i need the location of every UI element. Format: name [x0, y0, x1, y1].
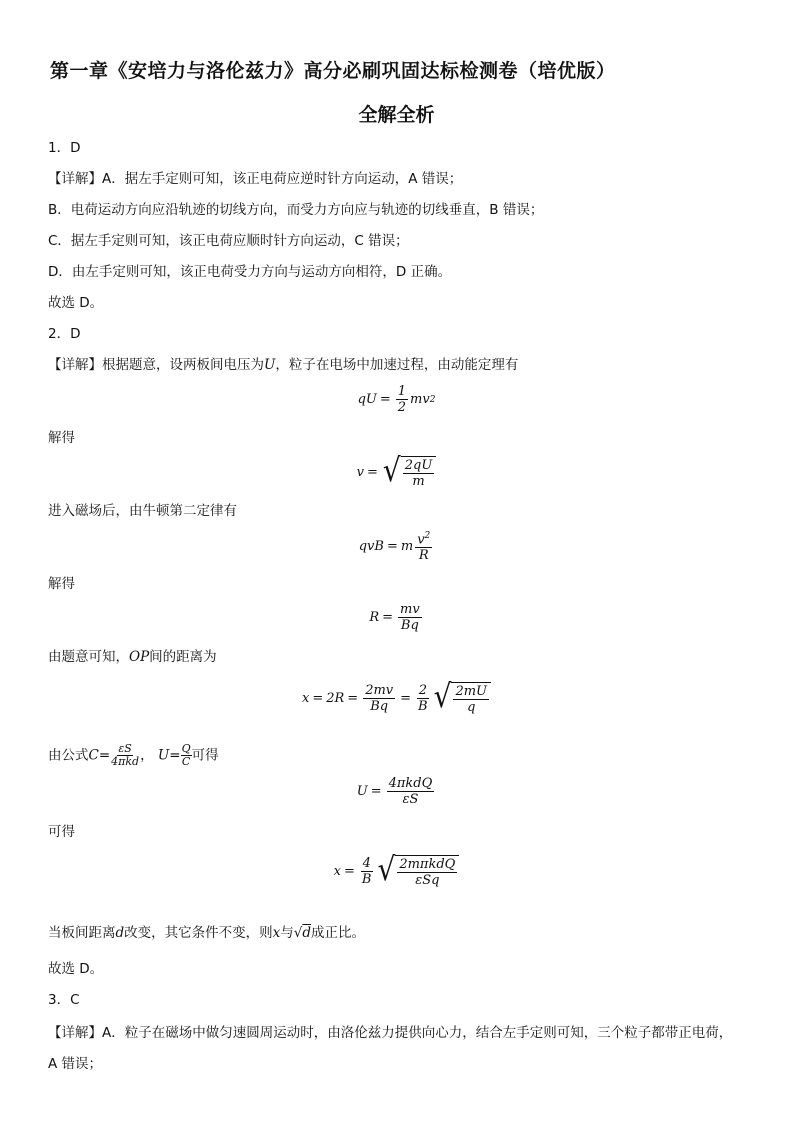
equation-radius: R = $\frac{mv}{Bq}$	[369, 602, 420, 633]
q1-detail-a: 【详解】A．据左手定则可知，该正电荷应逆时针方向运动，A 错误；	[48, 171, 463, 187]
q1-detail-c: C．据左手定则可知，该正电荷应顺时针方向运动，C 错误；	[48, 233, 409, 249]
q2-solve-1: 解得	[48, 430, 75, 446]
q3-answer: 3．C	[48, 992, 80, 1008]
equation-velocity: v = √ $\frac{2qU}{m}$	[0, 456, 793, 489]
equation-final-distance: x = $\frac{4}{B}$ √ $\frac{\text{2mπkdQ}}{\text{εSq}}$	[0, 855, 793, 888]
equation-newton: qvB = m $\frac{v^2}{R}$	[358, 531, 431, 564]
q2-final-statement: 当板间距离d改变，其它条件不变，则x与√d成正比。	[48, 925, 366, 941]
equation-kinetic-energy: qU = $\frac{1}{2}$ mv 2	[357, 384, 436, 415]
document-title: 第一章《安培力与洛伦兹力》高分必刷巩固达标检测卷（培优版）	[50, 60, 616, 82]
q1-detail-b: B．电荷运动方向应沿轨迹的切线方向，而受力方向应与轨迹的切线垂直，B 错误；	[48, 202, 544, 218]
q2-op-distance: 由题意可知，OP间的距离为	[48, 649, 217, 665]
q2-solve-2: 解得	[48, 576, 75, 592]
equation-voltage: U = $\frac{\text{4πkdQ}}{\varepsilon S}$	[356, 776, 433, 807]
q2-formula: 由公式C= $\frac{\varepsilon S}{\text{4πkd}}$ ， U= $\frac{Q}{C}$ 可得	[48, 742, 219, 768]
q2-answer: 2．D	[48, 326, 81, 342]
q3-detail-2: A 错误；	[48, 1056, 103, 1072]
document-subtitle: 全解全析	[358, 104, 435, 126]
equation-distance: x = 2R = $\frac{2mv}{Bq}$ = $\frac{2}{B}$ √ $\frac{2mU}{q}$	[0, 682, 793, 715]
q3-detail: 【详解】A．粒子在磁场中做匀速圆周运动时，由洛伦兹力提供向心力，结合左手定则可知，三个粒子都带正电荷，	[48, 1025, 733, 1041]
q2-detail: 【详解】根据题意，设两板间电压为U，粒子在电场中加速过程，由动能定理有	[48, 357, 519, 373]
q2-kede: 可得	[48, 824, 75, 840]
q2-conclusion: 故选 D。	[48, 961, 104, 977]
q2-enter-field: 进入磁场后，由牛顿第二定律有	[48, 503, 237, 519]
q1-detail-d: D．由左手定则可知，该正电荷受力方向与运动方向相符，D 正确。	[48, 264, 452, 280]
q1-answer: 1．D	[48, 140, 81, 156]
q1-conclusion: 故选 D。	[48, 295, 104, 311]
